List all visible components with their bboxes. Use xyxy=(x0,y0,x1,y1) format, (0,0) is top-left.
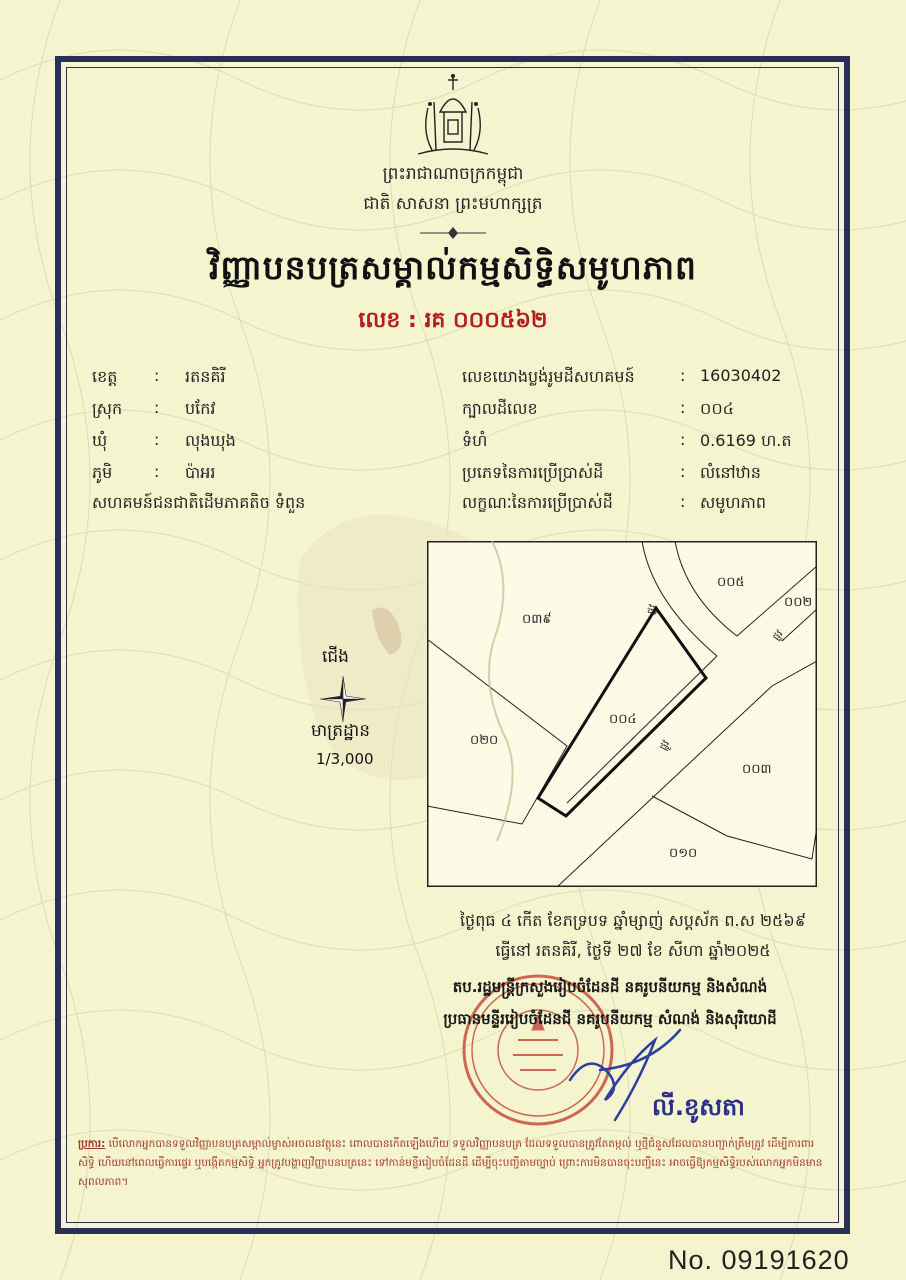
field-sep: : xyxy=(680,462,686,481)
signatory-title-line1: តប.រដ្ឋមន្ត្រីក្រសួងរៀបចំដែនដី នគរូបនីយកម្ម និងសំណង់ xyxy=(452,978,768,996)
field-label: ខេត្ត xyxy=(92,367,118,386)
certificate-title: វិញ្ញាបនបត្រសម្គាល់កម្មសិទ្ធិសមូហភាព xyxy=(208,248,698,287)
field-value: ប៉ាអរ xyxy=(185,463,216,482)
signatory-title-line2: ប្រធានមន្ទីររៀបចំដែនដី នគរូបនីយកម្ម សំណង់ និងសុរិយោដី xyxy=(443,1010,777,1028)
footnote-text: បើលោកអ្នកបានទទួលវិញ្ញាបនបត្រសម្គាល់ម្ចាស់អចលនវត្ថុនេះ ពោលបានកើតឡើងហើយ ទទួលវិញ្ញាបនបត្រ ដែលទទួលបានត្រូវតែតម្កល់ ឬថ្មីជំនួសដែលបានបញ្ជាក់ត្រឹមត្រូវ ដើម្បីការពារសិទ្ធិ ហើយនៅពេលធ្វើការផ្ទេរ ឬបង្កើតកម្មសិទ្ធិ អ្នកត្រូវបង្ហាញវិញ្ញាបនបត្រនេះ ទៅកាន់មន្ទីររៀបចំដែនដី ដើម្បីចុះបញ្ជីតាមច្បាប់ ព្រោះការមិនបានចុះបញ្ជីនេះ អាចធ្វើឱ្យកម្មសិទ្ធិរបស់លោកអ្នកមិនមានសុពលភាព។ xyxy=(78,1138,823,1188)
serial-number: No. 09191620 xyxy=(668,1245,850,1275)
ornament-divider-icon xyxy=(418,226,488,240)
field-sep: : xyxy=(154,398,160,417)
parcel-label: ០១០ xyxy=(669,846,698,861)
footnote-label: ប្រការ: xyxy=(78,1138,106,1150)
footnote xyxy=(78,1135,828,1192)
royal-coat-of-arms-icon xyxy=(410,72,496,162)
road-label: ផ្លូវ xyxy=(770,628,786,643)
parcel-label: ០០៥ xyxy=(717,575,745,590)
field-sep: : xyxy=(680,492,686,511)
scale-label: មាត្រដ្ឋាន xyxy=(311,721,371,741)
field-value: លុងឃុង xyxy=(185,431,236,450)
field-label: ក្បាលដីលេខ xyxy=(462,399,538,418)
field-label: ឃុំ xyxy=(92,431,108,450)
field-sep: : xyxy=(154,462,160,481)
field-label: លក្ខណៈនៃការប្រើប្រាស់ដី xyxy=(462,493,613,512)
signer-name: លី.ខូសតា xyxy=(652,1093,745,1121)
parcel-map xyxy=(427,541,817,887)
certificate-number-label: លេខ : xyxy=(358,308,417,333)
kingdom-name: ព្រះរាជាណាចក្រកម្ពុជា xyxy=(382,164,524,184)
road-label: ផ្លូវ xyxy=(645,603,660,617)
field-value: បកែវ xyxy=(185,399,216,418)
parcel-label: ០០៣ xyxy=(742,762,772,777)
north-label: ជើង xyxy=(322,647,349,667)
field-sep: : xyxy=(154,430,160,449)
field-value: 16030402 xyxy=(700,366,782,385)
parcel-label: ០៣៩ xyxy=(522,612,552,627)
field-value: រតនគិរី xyxy=(185,367,226,386)
national-motto: ជាតិ សាសនា ព្រះមហាក្សត្រ xyxy=(363,194,543,214)
community-name: សហគមន៍ជនជាតិដើមភាគតិច ទំពួន xyxy=(92,493,306,512)
field-sep: : xyxy=(680,398,686,417)
issue-place-date: ធ្វើនៅ រតនគិរី, ថ្ងៃទី ២៧ ខែ សីហា ឆ្នាំ២០២៥ xyxy=(495,941,771,960)
field-sep: : xyxy=(680,430,686,449)
field-label: ទំហំ xyxy=(462,431,488,450)
parcel-label: ០០៤ xyxy=(609,712,637,727)
certificate-number-value: រគ ០០០៥៦២ xyxy=(424,308,548,333)
field-label: ស្រុក xyxy=(92,399,123,418)
field-label: ភូមិ xyxy=(92,463,113,482)
road-label: ផ្លូវ xyxy=(658,738,673,753)
lunar-date: ថ្ងៃពុធ ៤ កើត ខែភទ្របទ ឆ្នាំម្សាញ់ សប្តស័ក ព.ស ២៥៦៩ xyxy=(459,911,807,930)
field-value: លំនៅឋាន xyxy=(700,463,761,482)
scale-value: 1/3,000 xyxy=(316,750,374,768)
field-value: សមូហភាព xyxy=(700,493,767,512)
field-value: ០០៤ xyxy=(700,399,734,418)
field-sep: : xyxy=(680,366,686,385)
parcel-label: ០០២ xyxy=(784,595,813,610)
field-sep: : xyxy=(154,366,160,385)
parcel-label: ០២០ xyxy=(470,733,499,748)
field-label: លេខយោងប្លង់រូមដីសហគមន៍ xyxy=(462,367,635,386)
north-compass-icon xyxy=(318,674,368,724)
field-value: 0.6169 ហ.ត xyxy=(700,431,792,450)
field-label: ប្រភេទនៃការប្រើប្រាស់ដី xyxy=(462,463,604,482)
certificate-number xyxy=(0,306,906,338)
